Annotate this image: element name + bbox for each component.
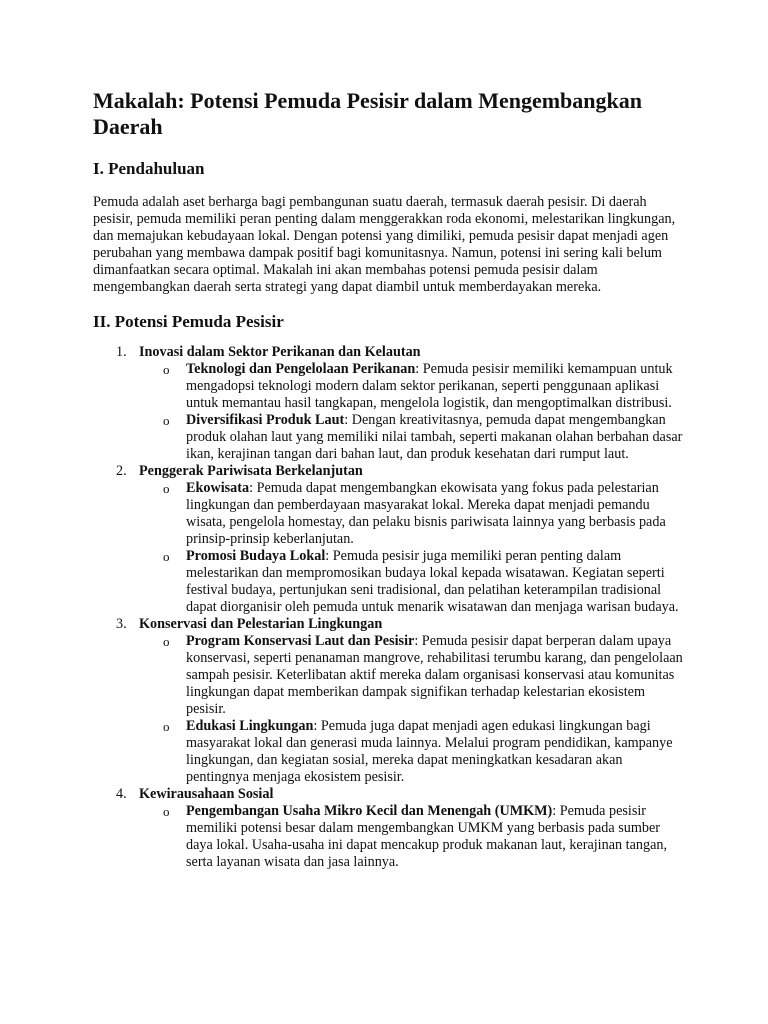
sub-item-text: : Pemuda pesisir memiliki potensi besar dalam mengembangkan UMKM yang berbasis pada sumber daya lokal. Usaha-usaha ini dapat mencakup produk makanan laut, kerajinan tangan, serta layanan wisata dan jasa lainnya.: [186, 803, 668, 870]
document-title: Makalah: Potensi Pemuda Pesisir dalam Mengembangkan Daerah: [93, 88, 643, 139]
potensi-item: [93, 616, 683, 786]
sub-item-title: Pengembangan Usaha Mikro Kecil dan Menengah (UMKM): [186, 803, 553, 819]
item-title: Kewirausahaan Sosial: [139, 786, 274, 802]
item-number: 2.: [116, 463, 127, 479]
intro-paragraph: Pemuda adalah aset berharga bagi pembangunan suatu daerah, termasuk daerah pesisir. Di daerah pesisir, pemuda memiliki peran penting dalam menggerakkan roda ekonomi, melestarikan lingkungan, dan memajukan kebudayaan lokal. Dengan potensi yang dimiliki, pemuda pesisir dapat menjadi agen perubahan yang membawa dampak positif bagi komunitasnya. Namun, potensi ini sering kali belum dimanfaatkan secara optimal. Makalah ini akan membahas potensi pemuda pesisir dalam mengembangkan daerah serta strategi yang dapat diambil untuk memberdayakan mereka.: [93, 194, 676, 295]
sub-item: [139, 633, 683, 718]
item-title: Penggerak Pariwisata Berkelanjutan: [139, 463, 363, 479]
item-number: 4.: [116, 786, 127, 802]
sub-list: [139, 480, 683, 616]
sub-item: [139, 718, 683, 786]
item-number: 3.: [116, 616, 127, 632]
sub-list: [139, 633, 683, 786]
item-title: Inovasi dalam Sektor Perikanan dan Kelautan: [139, 344, 421, 360]
sub-item-text: : Pemuda juga dapat menjadi agen edukasi lingkungan bagi masyarakat lokal dan generasi muda lainnya. Melalui program pendidikan, kampanye lingkungan, dan kegiatan sosial, mereka dapat meningkatkan kesadaran akan pentingnya menjaga ekosistem pesisir.: [186, 718, 673, 785]
bullet-icon: o: [163, 549, 170, 564]
item-title: Konservasi dan Pelestarian Lingkungan: [139, 616, 383, 632]
sub-item: [139, 480, 683, 548]
sub-item: [139, 803, 683, 871]
bullet-icon: o: [163, 634, 170, 649]
item-number: 1.: [116, 344, 127, 360]
sub-item-title: Diversifikasi Produk Laut: [186, 412, 345, 428]
bullet-icon: o: [163, 362, 170, 377]
potensi-item: [93, 344, 683, 463]
sub-item-title: Teknologi dan Pengelolaan Perikanan: [186, 361, 416, 377]
bullet-icon: o: [163, 719, 170, 734]
potensi-item: [93, 786, 683, 871]
potensi-item: [93, 463, 683, 616]
sub-list: [139, 803, 683, 871]
sub-item: [139, 412, 683, 463]
sub-item: [139, 361, 683, 412]
bullet-icon: o: [163, 804, 170, 819]
bullet-icon: o: [163, 481, 170, 496]
sub-item-title: Promosi Budaya Lokal: [186, 548, 326, 564]
potensi-list: [93, 344, 683, 871]
sub-item-title: Program Konservasi Laut dan Pesisir: [186, 633, 415, 649]
sub-item-text: : Pemuda pesisir juga memiliki peran penting dalam melestarikan dan mempromosikan budaya lokal kepada wisatawan. Kegiatan seperti festival budaya, pertunjukan seni tradisional, dan pelatihan keterampilan tradisional dapat diorganisir oleh pemuda untuk menarik wisatawan dan menjaga warisan budaya.: [186, 548, 679, 615]
sub-item-text: : Pemuda pesisir memiliki kemampuan untuk mengadopsi teknologi modern dalam sektor perikanan, seperti penggunaan aplikasi untuk memantau hasil tangkapan, mengelola logistik, dan mengoptimalkan distribusi.: [186, 361, 673, 411]
sub-item-title: Edukasi Lingkungan: [186, 718, 314, 734]
bullet-icon: o: [163, 413, 170, 428]
section-heading-pendahuluan: I. Pendahuluan: [93, 159, 205, 178]
sub-item-title: Ekowisata: [186, 480, 250, 496]
sub-item: [139, 548, 683, 616]
section-heading-potensi: II. Potensi Pemuda Pesisir: [93, 312, 284, 331]
document-page: [93, 88, 683, 871]
sub-item-text: : Dengan kreativitasnya, pemuda dapat mengembangkan produk olahan laut yang memiliki nilai tambah, seperti makanan olahan berbahan dasar ikan, kerajinan tangan dari bahan laut, dan produk kesehatan dari rumput laut.: [186, 412, 683, 462]
sub-item-text: : Pemuda dapat mengembangkan ekowisata yang fokus pada pelestarian lingkungan dan pemberdayaan masyarakat lokal. Mereka dapat menjadi pemandu wisata, pengelola homestay, dan pelaku bisnis pariwisata lainnya yang berbasis pada prinsip-prinsip keberlanjutan.: [186, 480, 666, 547]
sub-item-text: : Pemuda pesisir dapat berperan dalam upaya konservasi, seperti penanaman mangrove, rehabilitasi terumbu karang, dan pengelolaan sampah pesisir. Keterlibatan aktif mereka dalam organisasi konservasi atau komunitas lingkungan dapat memberikan dampak signifikan terhadap kelestarian ekosistem pesisir.: [186, 633, 683, 717]
sub-list: [139, 361, 683, 463]
